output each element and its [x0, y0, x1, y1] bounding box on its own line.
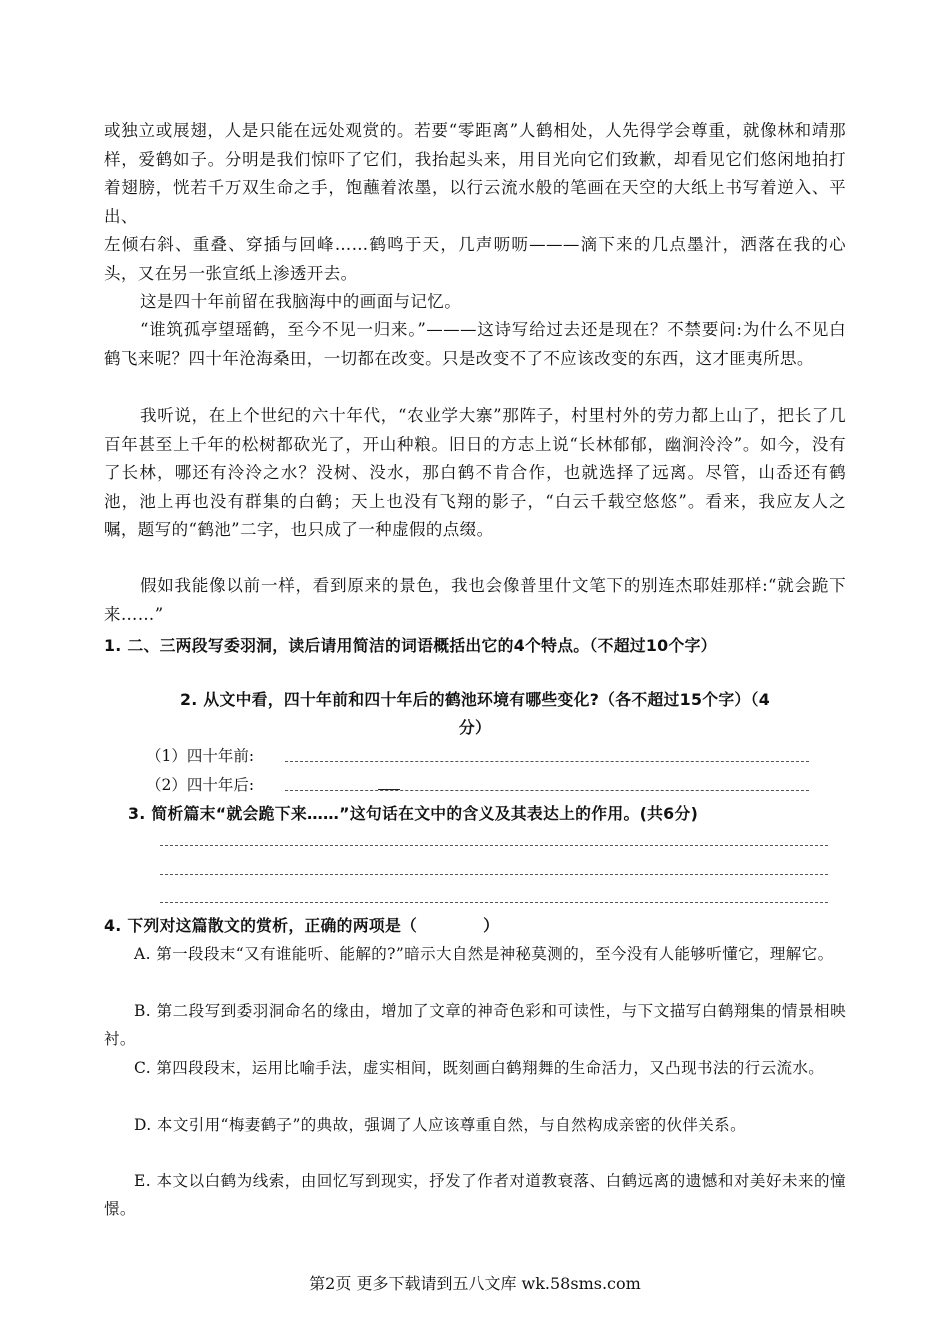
question-4-close: ） [483, 916, 500, 935]
paragraph-2: 这是四十年前留在我脑海中的画面与记忆。 [140, 292, 462, 311]
question-4-text: 4. 下列对这篇散文的赏析，正确的两项是（ [104, 916, 418, 935]
option-c: C. 第四段段末，运用比喻手法，虚实相间，既刻画白鹤翔舞的生命活力，又凸现书法的行云流水。 [134, 1059, 825, 1077]
question-2 [104, 686, 846, 742]
question-3: 3. 简析篇末“就会跪下来……”这句话在文中的含义及其表达上的作用。(共6分) [128, 804, 699, 823]
answer-label-after: （2）四十年后: [146, 776, 255, 794]
paragraph-1: 或独立或展翅，人是只能在远处观赏的。若要“零距离”人鹤相处，人先得学会尊重，就像林和靖那样，爱鹤如子。分明是我们惊吓了它们，我抬起头来，用目光向它们致歉，却看见它们悠闲地拍打着翅膀，恍若千万双生命之手，饱蘸着浓墨，以行云流水般的笔画在天空的大纸上书写着逆入、平出、 [104, 121, 846, 226]
option-a: A. 第一段段末“又有谁能听、能解的?”暗示大自然是神秘莫测的，至今没有人能够听懂它，理解它。 [134, 945, 834, 963]
answer-line-q3-1[interactable] [160, 845, 828, 846]
question-4 [104, 912, 846, 940]
option-d: D. 本文引用“梅妻鹤子”的典故，强调了人应该尊重自然，与自然构成亲密的伙伴关系。 [134, 1116, 746, 1134]
answer-label-before: （1）四十年前: [146, 747, 255, 765]
question-2-line-1: 2. 从文中看，四十年前和四十年后的鹤池环境有哪些变化?（各不超过15个字）（4 [179, 690, 771, 709]
underline-mark [378, 789, 400, 790]
option-b: B. 第二段写到委羽洞命名的缘由，增加了文章的神奇色彩和可读性，与下文描写白鹤翔集的情景相映衬。 [104, 1002, 846, 1049]
paragraph-1-continued: 左倾右斜、重叠、穿插与回峰……鹤鸣于天，几声呖呖———滴下来的几点墨汁，洒落在我的心头，又在另一张宣纸上渗透开去。 [104, 235, 846, 283]
answer-line-q3-3[interactable] [160, 902, 828, 903]
answer-line-q3-2[interactable] [160, 874, 828, 875]
paragraph-4: 我听说，在上个世纪的六十年代，“农业学大寨”那阵子，村里村外的劳力都上山了，把长了几百年甚至上千年的松树都砍光了，开山种粮。旧日的方志上说“长林郁郁，幽涧泠泠”。如今，没有了长林，哪还有泠泠之水？没树、没水，那白鹤不肯合作，也就选择了远离。尽管，山岙还有鹤池，池上再也没有群集的白鹤；天上也没有飞翔的影子，“白云千载空悠悠”。看来，我应友人之嘱，题写的“鹤池”二字，也只成了一种虚假的点缀。 [104, 406, 846, 540]
question-1: 1. 二、三两段写委羽洞，读后请用简洁的词语概括出它的4个特点。（不超过10个字） [104, 636, 717, 655]
paragraph-5: 假如我能像以前一样，看到原来的景色，我也会像普里什文笔下的别连杰耶娃那样:“就会跪下来……” [104, 576, 846, 624]
question-2-line-2: 分） [458, 718, 492, 737]
option-e: E. 本文以白鹤为线索，由回忆写到现实，抒发了作者对道教衰落、白鹤远离的遗憾和对美好未来的憧憬。 [104, 1172, 846, 1219]
answer-line-before[interactable] [285, 761, 809, 762]
answer-line-after[interactable] [285, 790, 809, 791]
page-footer: 第2页 更多下载请到五八文库 wk.58sms.com [309, 1274, 641, 1293]
paragraph-3: “谁筑孤亭望瑶鹤，至今不见一归来。”———这诗写给过去还是现在？不禁要问:为什么不见白鹤飞来呢？四十年沧海桑田，一切都在改变。只是改变不了不应该改变的东西，这才匪夷所思。 [104, 320, 846, 368]
